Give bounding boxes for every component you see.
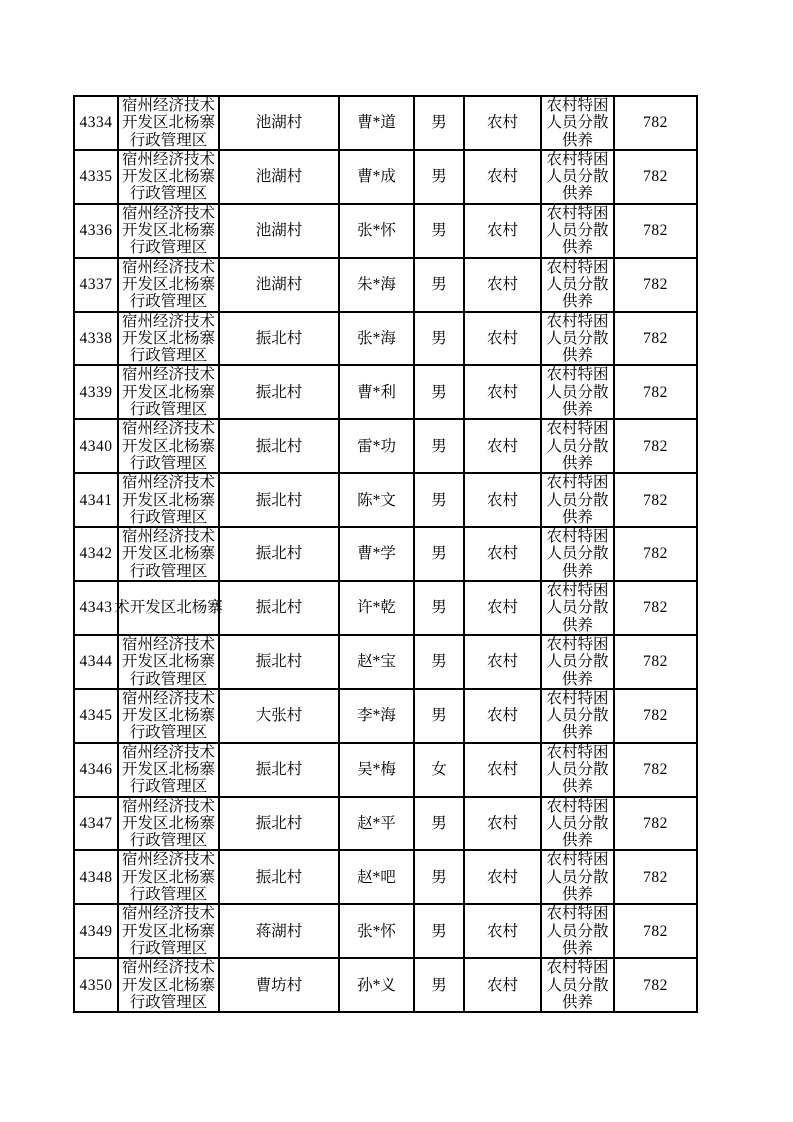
district-line: 行政管理区 xyxy=(129,778,208,796)
category-line: 人员分散 xyxy=(546,922,609,940)
category-line: 人员分散 xyxy=(546,814,609,832)
district-line: 开发区北杨寨 xyxy=(121,222,215,240)
cell-person-name: 李*海 xyxy=(339,689,414,743)
category-line: 供养 xyxy=(561,293,593,311)
cell-person-name: 孙*义 xyxy=(339,958,414,1012)
cell-gender: 男 xyxy=(414,581,464,635)
district-line: 宿州经济技术 xyxy=(121,97,215,114)
cell-person-name: 曹*成 xyxy=(339,150,414,204)
district-line: 开发区北杨寨 xyxy=(121,976,215,994)
cell-district xyxy=(118,473,219,527)
category-line: 供养 xyxy=(561,131,593,149)
category-line: 农村特困 xyxy=(546,97,609,114)
cell-seq-number: 4335 xyxy=(74,150,118,204)
cell-area-type: 农村 xyxy=(464,904,541,958)
cell-area-type: 农村 xyxy=(464,850,541,904)
category-line: 农村特困 xyxy=(546,582,609,600)
cell-category xyxy=(541,581,614,635)
cell-person-name: 曹*学 xyxy=(339,527,414,581)
cell-amount: 782 xyxy=(614,365,697,419)
district-line: 宿州经济技术 xyxy=(121,528,215,546)
cell-gender: 男 xyxy=(414,258,464,312)
cell-village: 振北村 xyxy=(219,419,339,473)
cell-amount: 782 xyxy=(614,958,697,1012)
cell-person-name: 赵*宝 xyxy=(339,635,414,689)
district-line: 行政管理区 xyxy=(129,724,208,742)
district-line: 宿州经济技术 xyxy=(121,312,215,330)
district-line: 宿州经济技术 xyxy=(121,420,215,438)
cell-person-name: 陈*文 xyxy=(339,473,414,527)
cell-seq-number: 4336 xyxy=(74,204,118,258)
table-row xyxy=(74,850,697,904)
category-line: 人员分散 xyxy=(546,760,609,778)
cell-seq-number: 4337 xyxy=(74,258,118,312)
cell-village: 振北村 xyxy=(219,797,339,851)
category-line: 人员分散 xyxy=(546,599,609,617)
category-line: 人员分散 xyxy=(546,491,609,509)
table-row xyxy=(74,958,697,1012)
category-line: 农村特困 xyxy=(546,420,609,438)
category-line: 人员分散 xyxy=(546,275,609,293)
category-line: 人员分散 xyxy=(546,868,609,886)
cell-person-name: 赵*平 xyxy=(339,797,414,851)
cell-category xyxy=(541,850,614,904)
cell-category xyxy=(541,150,614,204)
cell-amount: 782 xyxy=(614,904,697,958)
district-line: 开发区北杨寨 xyxy=(121,814,215,832)
cell-category xyxy=(541,904,614,958)
cell-gender: 男 xyxy=(414,365,464,419)
cell-seq-number: 4346 xyxy=(74,743,118,797)
cell-person-name: 张*怀 xyxy=(339,904,414,958)
table-row xyxy=(74,797,697,851)
cell-village: 大张村 xyxy=(219,689,339,743)
table-row xyxy=(74,473,697,527)
welfare-table xyxy=(73,95,698,1013)
cell-district xyxy=(118,204,219,258)
cell-gender: 男 xyxy=(414,150,464,204)
cell-village: 振北村 xyxy=(219,581,339,635)
cell-village: 曹坊村 xyxy=(219,958,339,1012)
cell-area-type: 农村 xyxy=(464,312,541,366)
cell-district xyxy=(118,419,219,473)
cell-district xyxy=(118,850,219,904)
category-line: 供养 xyxy=(561,239,593,257)
cell-gender: 男 xyxy=(414,96,464,150)
cell-village: 池湖村 xyxy=(219,96,339,150)
cell-area-type: 农村 xyxy=(464,150,541,204)
district-line: 开发区北杨寨 xyxy=(121,545,215,563)
cell-village: 振北村 xyxy=(219,635,339,689)
category-line: 供养 xyxy=(561,401,593,419)
cell-person-name: 曹*利 xyxy=(339,365,414,419)
cell-village: 蒋湖村 xyxy=(219,904,339,958)
district-line: 行政管理区 xyxy=(129,562,208,580)
district-line: 宿州经济技术 xyxy=(121,743,215,761)
district-line: 行政管理区 xyxy=(129,670,208,688)
cell-area-type: 农村 xyxy=(464,473,541,527)
cell-gender: 男 xyxy=(414,527,464,581)
category-line: 人员分散 xyxy=(546,114,609,132)
table-row xyxy=(74,258,697,312)
cell-amount: 782 xyxy=(614,527,697,581)
category-line: 供养 xyxy=(561,724,593,742)
cell-gender: 男 xyxy=(414,635,464,689)
cell-district xyxy=(118,96,219,150)
cell-seq-number: 4338 xyxy=(74,312,118,366)
cell-amount: 782 xyxy=(614,473,697,527)
cell-village: 池湖村 xyxy=(219,258,339,312)
cell-area-type: 农村 xyxy=(464,96,541,150)
district-line: 行政管理区 xyxy=(129,832,208,850)
cell-amount: 782 xyxy=(614,96,697,150)
district-line: 开发区北杨寨 xyxy=(121,922,215,940)
cell-person-name: 张*怀 xyxy=(339,204,414,258)
district-line: 宿州经济技术 xyxy=(121,258,215,276)
district-line: 宿州经济技术 xyxy=(121,905,215,923)
district-line: 术开发区北杨寨 xyxy=(114,599,223,617)
cell-gender: 男 xyxy=(414,419,464,473)
district-line: 开发区北杨寨 xyxy=(121,168,215,186)
category-line: 供养 xyxy=(561,832,593,850)
cell-category xyxy=(541,365,614,419)
table-row xyxy=(74,312,697,366)
category-line: 农村特困 xyxy=(546,959,609,977)
category-line: 人员分散 xyxy=(546,222,609,240)
cell-district xyxy=(118,797,219,851)
cell-district xyxy=(118,958,219,1012)
cell-area-type: 农村 xyxy=(464,581,541,635)
table-row xyxy=(74,904,697,958)
cell-gender: 男 xyxy=(414,689,464,743)
cell-seq-number: 4344 xyxy=(74,635,118,689)
table-row xyxy=(74,689,697,743)
cell-category xyxy=(541,958,614,1012)
cell-person-name: 赵*吧 xyxy=(339,850,414,904)
cell-seq-number: 4347 xyxy=(74,797,118,851)
district-line: 行政管理区 xyxy=(129,454,208,472)
cell-village: 振北村 xyxy=(219,473,339,527)
category-line: 供养 xyxy=(561,508,593,526)
category-line: 人员分散 xyxy=(546,168,609,186)
category-line: 农村特困 xyxy=(546,204,609,222)
cell-gender: 男 xyxy=(414,473,464,527)
district-line: 宿州经济技术 xyxy=(121,366,215,384)
district-line: 开发区北杨寨 xyxy=(121,491,215,509)
category-line: 供养 xyxy=(561,670,593,688)
district-line: 开发区北杨寨 xyxy=(121,437,215,455)
cell-village: 振北村 xyxy=(219,743,339,797)
district-line: 行政管理区 xyxy=(129,993,208,1011)
cell-gender: 男 xyxy=(414,797,464,851)
cell-amount: 782 xyxy=(614,743,697,797)
cell-seq-number: 4340 xyxy=(74,419,118,473)
cell-category xyxy=(541,96,614,150)
district-line: 宿州经济技术 xyxy=(121,959,215,977)
cell-amount: 782 xyxy=(614,150,697,204)
cell-category xyxy=(541,204,614,258)
cell-area-type: 农村 xyxy=(464,419,541,473)
category-line: 农村特困 xyxy=(546,905,609,923)
category-line: 农村特困 xyxy=(546,150,609,168)
district-line: 开发区北杨寨 xyxy=(121,868,215,886)
cell-district xyxy=(118,635,219,689)
cell-district xyxy=(118,689,219,743)
category-line: 人员分散 xyxy=(546,976,609,994)
cell-area-type: 农村 xyxy=(464,204,541,258)
category-line: 供养 xyxy=(561,778,593,796)
cell-district xyxy=(118,743,219,797)
district-line: 行政管理区 xyxy=(129,293,208,311)
category-line: 供养 xyxy=(561,454,593,472)
cell-village: 池湖村 xyxy=(219,204,339,258)
cell-category xyxy=(541,689,614,743)
district-line: 行政管理区 xyxy=(129,185,208,203)
category-line: 人员分散 xyxy=(546,653,609,671)
cell-village: 池湖村 xyxy=(219,150,339,204)
table-row xyxy=(74,204,697,258)
category-line: 供养 xyxy=(561,616,593,634)
category-line: 人员分散 xyxy=(546,383,609,401)
table-body xyxy=(74,96,697,1012)
cell-district xyxy=(114,581,223,635)
category-line: 农村特困 xyxy=(546,258,609,276)
category-line: 农村特困 xyxy=(546,635,609,653)
cell-district xyxy=(118,365,219,419)
cell-amount: 782 xyxy=(614,419,697,473)
cell-person-name: 许*乾 xyxy=(339,581,414,635)
district-line: 行政管理区 xyxy=(129,401,208,419)
cell-seq-number: 4339 xyxy=(74,365,118,419)
cell-person-name: 张*海 xyxy=(339,312,414,366)
category-line: 人员分散 xyxy=(546,437,609,455)
category-line: 农村特困 xyxy=(546,797,609,815)
cell-amount: 782 xyxy=(614,581,697,635)
district-line: 开发区北杨寨 xyxy=(121,275,215,293)
cell-amount: 782 xyxy=(614,689,697,743)
cell-category xyxy=(541,312,614,366)
cell-seq-number: 4342 xyxy=(74,527,118,581)
cell-district xyxy=(118,258,219,312)
cell-gender: 男 xyxy=(414,958,464,1012)
district-line: 宿州经济技术 xyxy=(121,797,215,815)
district-line: 行政管理区 xyxy=(129,347,208,365)
district-line: 宿州经济技术 xyxy=(121,851,215,869)
cell-category xyxy=(541,473,614,527)
category-line: 农村特困 xyxy=(546,528,609,546)
cell-category xyxy=(541,635,614,689)
district-line: 宿州经济技术 xyxy=(121,474,215,492)
category-line: 供养 xyxy=(561,185,593,203)
cell-district xyxy=(118,527,219,581)
table-row xyxy=(74,150,697,204)
cell-person-name: 朱*海 xyxy=(339,258,414,312)
category-line: 人员分散 xyxy=(546,707,609,725)
cell-village: 振北村 xyxy=(219,850,339,904)
district-line: 开发区北杨寨 xyxy=(121,707,215,725)
cell-area-type: 农村 xyxy=(464,958,541,1012)
cell-amount: 782 xyxy=(614,850,697,904)
category-line: 供养 xyxy=(561,347,593,365)
district-line: 开发区北杨寨 xyxy=(121,114,215,132)
cell-seq-number: 4349 xyxy=(74,904,118,958)
cell-person-name: 曹*道 xyxy=(339,96,414,150)
category-line: 供养 xyxy=(561,886,593,904)
cell-gender: 男 xyxy=(414,312,464,366)
category-line: 农村特困 xyxy=(546,474,609,492)
cell-area-type: 农村 xyxy=(464,797,541,851)
cell-gender: 男 xyxy=(414,204,464,258)
category-line: 农村特困 xyxy=(546,689,609,707)
table-row xyxy=(74,635,697,689)
cell-seq-number: 4350 xyxy=(74,958,118,1012)
cell-village: 振北村 xyxy=(219,365,339,419)
district-line: 行政管理区 xyxy=(129,131,208,149)
table-row xyxy=(74,419,697,473)
district-line: 开发区北杨寨 xyxy=(121,653,215,671)
cell-gender: 男 xyxy=(414,850,464,904)
cell-district xyxy=(118,904,219,958)
cell-person-name: 吴*梅 xyxy=(339,743,414,797)
category-line: 农村特困 xyxy=(546,366,609,384)
cell-category xyxy=(541,258,614,312)
cell-seq-number: 4348 xyxy=(74,850,118,904)
district-line: 开发区北杨寨 xyxy=(121,760,215,778)
district-line: 行政管理区 xyxy=(129,939,208,957)
cell-seq-number: 4343 xyxy=(74,581,118,635)
cell-district xyxy=(118,150,219,204)
district-line: 开发区北杨寨 xyxy=(121,383,215,401)
table-row xyxy=(74,365,697,419)
cell-category xyxy=(541,797,614,851)
category-line: 人员分散 xyxy=(546,329,609,347)
district-line: 宿州经济技术 xyxy=(121,635,215,653)
district-line: 开发区北杨寨 xyxy=(121,329,215,347)
cell-gender: 男 xyxy=(414,904,464,958)
cell-area-type: 农村 xyxy=(464,258,541,312)
table-row xyxy=(74,96,697,150)
cell-seq-number: 4341 xyxy=(74,473,118,527)
category-line: 供养 xyxy=(561,993,593,1011)
district-line: 行政管理区 xyxy=(129,886,208,904)
cell-area-type: 农村 xyxy=(464,689,541,743)
category-line: 农村特困 xyxy=(546,743,609,761)
cell-area-type: 农村 xyxy=(464,743,541,797)
cell-gender: 女 xyxy=(414,743,464,797)
district-line: 宿州经济技术 xyxy=(121,204,215,222)
cell-area-type: 农村 xyxy=(464,635,541,689)
cell-seq-number: 4334 xyxy=(74,96,118,150)
cell-category xyxy=(541,743,614,797)
cell-category xyxy=(541,527,614,581)
cell-category xyxy=(541,419,614,473)
cell-amount: 782 xyxy=(614,258,697,312)
category-line: 农村特困 xyxy=(546,851,609,869)
category-line: 供养 xyxy=(561,939,593,957)
cell-person-name: 雷*功 xyxy=(339,419,414,473)
district-line: 宿州经济技术 xyxy=(121,150,215,168)
cell-amount: 782 xyxy=(614,204,697,258)
cell-village: 振北村 xyxy=(219,312,339,366)
cell-amount: 782 xyxy=(614,797,697,851)
district-line: 行政管理区 xyxy=(129,239,208,257)
table-row xyxy=(74,743,697,797)
category-line: 供养 xyxy=(561,562,593,580)
table-row xyxy=(74,527,697,581)
cell-area-type: 农村 xyxy=(464,527,541,581)
cell-amount: 782 xyxy=(614,312,697,366)
category-line: 农村特困 xyxy=(546,312,609,330)
cell-seq-number: 4345 xyxy=(74,689,118,743)
category-line: 人员分散 xyxy=(546,545,609,563)
cell-area-type: 农村 xyxy=(464,365,541,419)
district-line: 宿州经济技术 xyxy=(121,689,215,707)
cell-village: 振北村 xyxy=(219,527,339,581)
district-line: 行政管理区 xyxy=(129,508,208,526)
cell-amount: 782 xyxy=(614,635,697,689)
cell-district xyxy=(118,312,219,366)
table-row xyxy=(74,581,697,635)
